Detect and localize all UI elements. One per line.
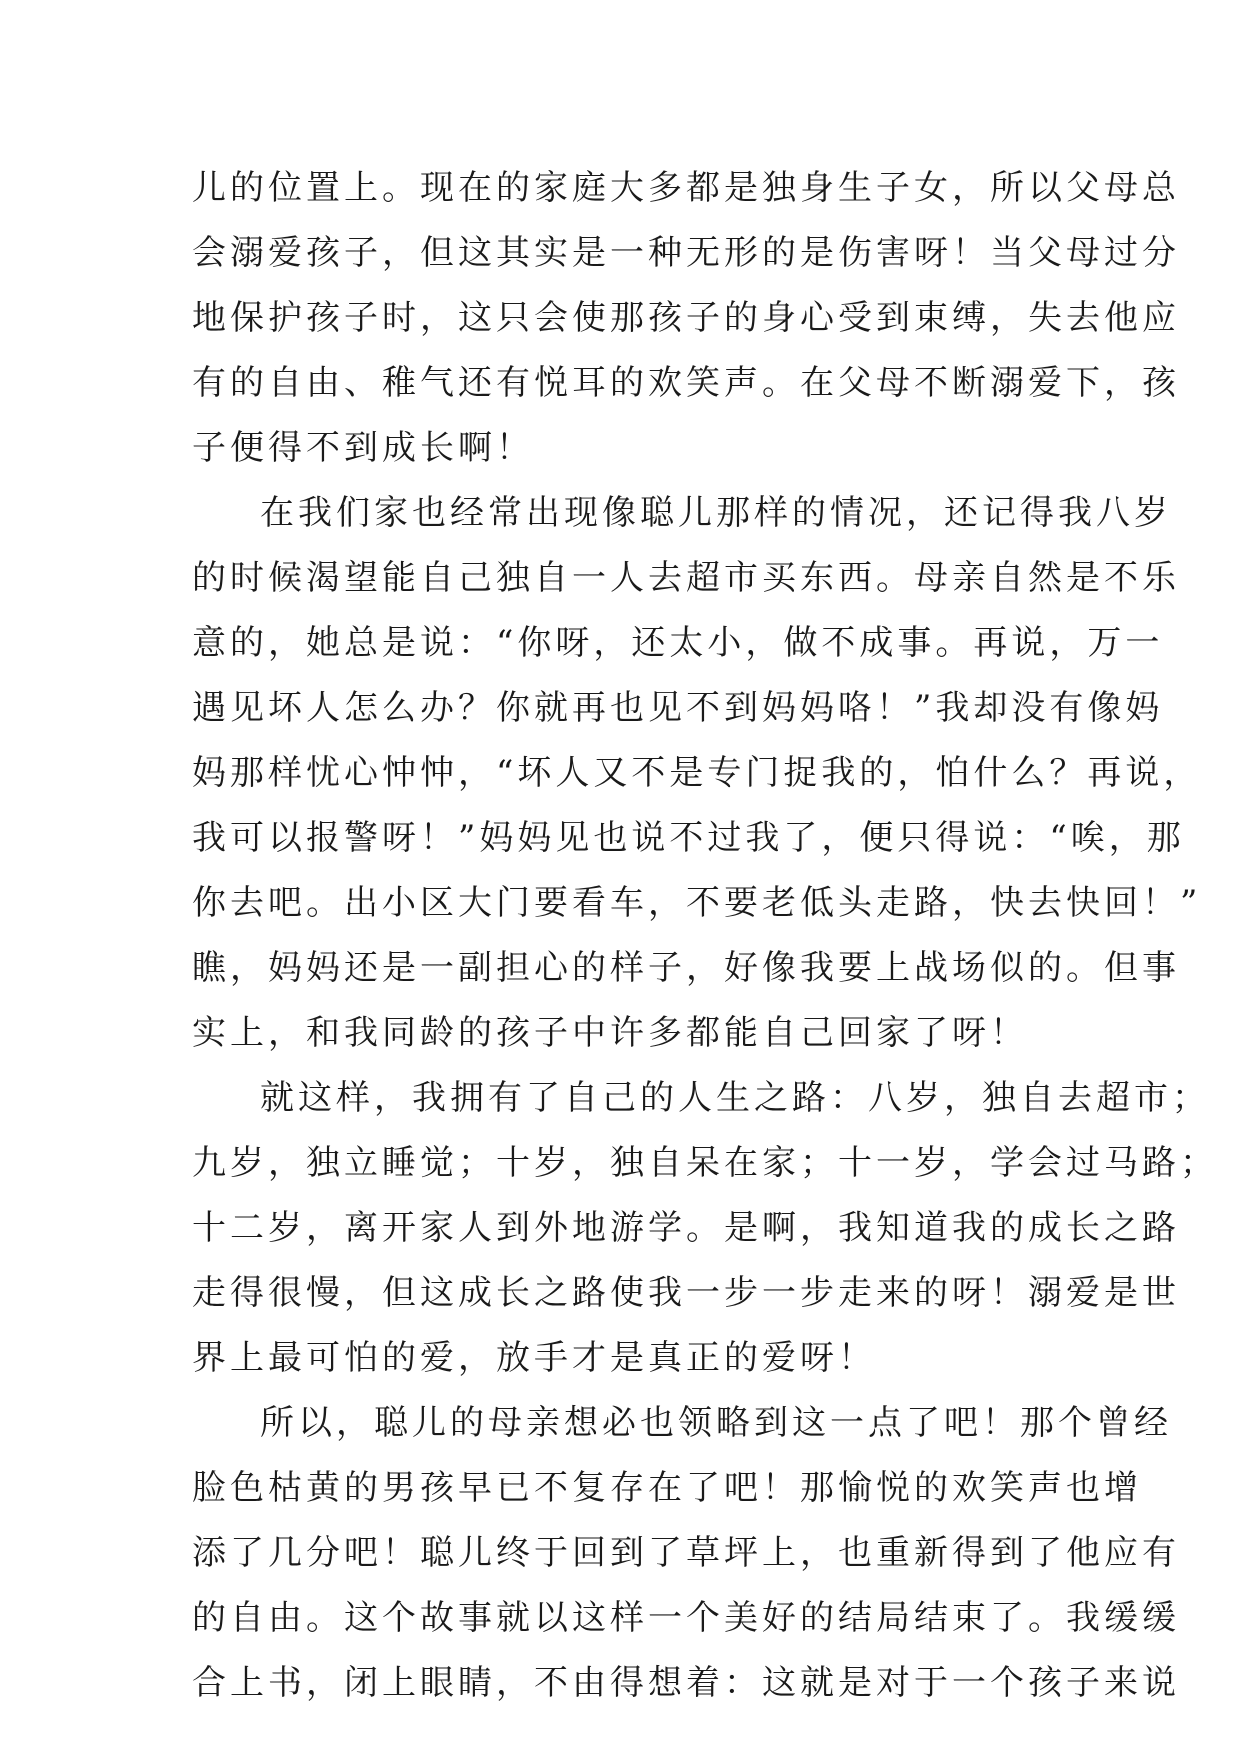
text-line: 遇见坏人怎么办？你就再也见不到妈妈咯！”我却没有像妈 [192,688,1164,728]
text-line: 有的自由、稚气还有悦耳的欢笑声。在父母不断溺爱下，孩 [192,363,1180,403]
text-line: 就这样，我拥有了自己的人生之路：八岁，独自去超市； [260,1078,1210,1118]
text-line: 九岁，独立睡觉；十岁，独自呆在家；十一岁，学会过马路； [192,1143,1218,1183]
text-line: 十二岁，离开家人到外地游学。是啊，我知道我的成长之路 [192,1208,1180,1248]
text-line: 我可以报警呀！”妈妈见也说不过我了，便只得说：“唉，那 [192,818,1185,858]
text-line: 的时候渴望能自己独自一人去超市买东西。母亲自然是不乐 [192,558,1180,598]
text-line: 地保护孩子时，这只会使那孩子的身心受到束缚，失去他应 [192,298,1180,338]
text-line: 实上，和我同龄的孩子中许多都能自己回家了呀！ [192,1013,1028,1053]
text-line: 儿的位置上。现在的家庭大多都是独身生子女，所以父母总 [192,168,1180,208]
text-line: 界上最可怕的爱，放手才是真正的爱呀！ [192,1338,876,1378]
text-line: 在我们家也经常出现像聪儿那样的情况，还记得我八岁 [260,493,1172,533]
text-line: 意的，她总是说：“你呀，还太小，做不成事。再说，万一 [192,623,1164,663]
body-text [192,156,1218,1716]
text-line: 添了几分吧！聪儿终于回到了草坪上，也重新得到了他应有 [192,1533,1180,1573]
text-line: 走得很慢，但这成长之路使我一步一步走来的呀！溺爱是世 [192,1273,1180,1313]
text-line: 瞧，妈妈还是一副担心的样子，好像我要上战场似的。但事 [192,948,1180,988]
text-line: 脸色枯黄的男孩早已不复存在了吧！那愉悦的欢笑声也增 [192,1468,1142,1508]
text-line: 合上书，闭上眼睛，不由得想着：这就是对于一个孩子来说 [192,1663,1180,1703]
text-line: 所以，聪儿的母亲想必也领略到这一点了吧！那个曾经 [260,1403,1172,1443]
text-line: 妈那样忧心忡忡，“坏人又不是专门捉我的，怕什么？再说， [192,753,1202,793]
text-line: 子便得不到成长啊！ [192,428,534,468]
text-line: 的自由。这个故事就以这样一个美好的结局结束了。我缓缓 [192,1598,1180,1638]
text-line: 你去吧。出小区大门要看车，不要老低头走路，快去快回！” [192,883,1202,923]
text-line: 会溺爱孩子，但这其实是一种无形的是伤害呀！当父母过分 [192,233,1180,273]
